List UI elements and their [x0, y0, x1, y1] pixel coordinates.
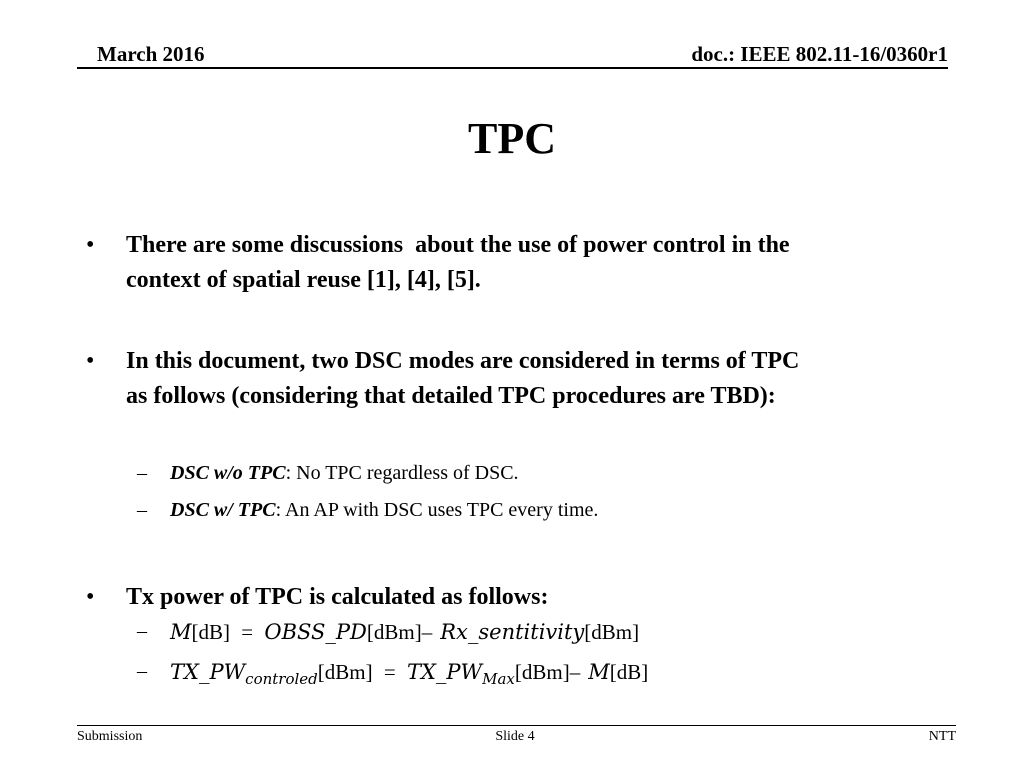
eq2-lhs: TX_PW: [170, 660, 246, 684]
sub-bullet-1-text: : No TPC regardless of DSC.: [285, 462, 519, 484]
eq2-minus: –: [569, 660, 581, 684]
bullet-marker: •: [86, 232, 95, 258]
equation-2: [170, 660, 648, 688]
eq2-term2-unit: [dB]: [609, 660, 649, 684]
bullet-2-line-2: as follows (considering that detailed TPC procedures are TBD):: [126, 383, 776, 409]
header-divider: [77, 67, 948, 69]
header-doc-id: doc.: IEEE 802.11-16/0360r1: [691, 42, 948, 66]
equation-marker: –: [137, 660, 147, 682]
footer-submission: Submission: [77, 729, 143, 744]
bullet-1-text: [126, 228, 946, 298]
eq1-lhs-unit: [dB]: [191, 620, 231, 644]
sub-bullet-1: [170, 462, 519, 485]
eq2-lhs-subscript: controled: [245, 670, 318, 689]
footer-divider: [77, 725, 956, 726]
slide-title: TPC: [468, 114, 556, 163]
sub-bullet-2-text: : An AP with DSC uses TPC every time.: [275, 499, 599, 521]
bullet-marker: •: [86, 584, 95, 610]
eq2-lhs-unit: [dBm]: [317, 660, 373, 684]
eq2-term1-subscript: Max: [482, 670, 515, 689]
eq2-term2: M: [588, 660, 610, 684]
sub-bullet-1-term: DSC w/o TPC: [170, 462, 286, 484]
sub-bullet-2: [170, 499, 598, 522]
sub-bullet-marker: –: [137, 499, 147, 521]
eq1-term1-unit: [dBm]: [366, 620, 422, 644]
eq1-term1: OBSS_PD: [264, 620, 367, 644]
footer-slide-number: Slide 4: [495, 729, 535, 744]
bullet-marker: •: [86, 348, 95, 374]
eq2-term1: TX_PW: [406, 660, 483, 684]
bullet-3-text: Tx power of TPC is calculated as follows:: [126, 584, 549, 610]
bullet-1-line-1: There are some discussions about the use of power control in the: [126, 232, 790, 258]
eq1-term2: Rx_sentitivity: [440, 620, 585, 644]
eq1-lhs: M: [170, 620, 192, 644]
bullet-2-line-1: In this document, two DSC modes are considered in terms of TPC: [126, 348, 800, 374]
sub-bullet-marker: –: [137, 462, 147, 484]
eq1-equals: =: [241, 620, 254, 644]
eq2-term1-unit: [dBm]: [514, 660, 570, 684]
header-date: March 2016: [97, 42, 205, 66]
equation-marker: –: [137, 620, 147, 642]
bullet-1-line-2: context of spatial reuse [1], [4], [5].: [126, 267, 481, 293]
equation-1: [170, 620, 639, 645]
eq2-equals: =: [383, 660, 396, 684]
bullet-2-text: [126, 344, 946, 414]
sub-bullet-2-term: DSC w/ TPC: [170, 499, 276, 521]
eq1-term2-unit: [dBm]: [584, 620, 640, 644]
footer-org: NTT: [928, 729, 956, 744]
eq1-minus: –: [421, 620, 433, 644]
